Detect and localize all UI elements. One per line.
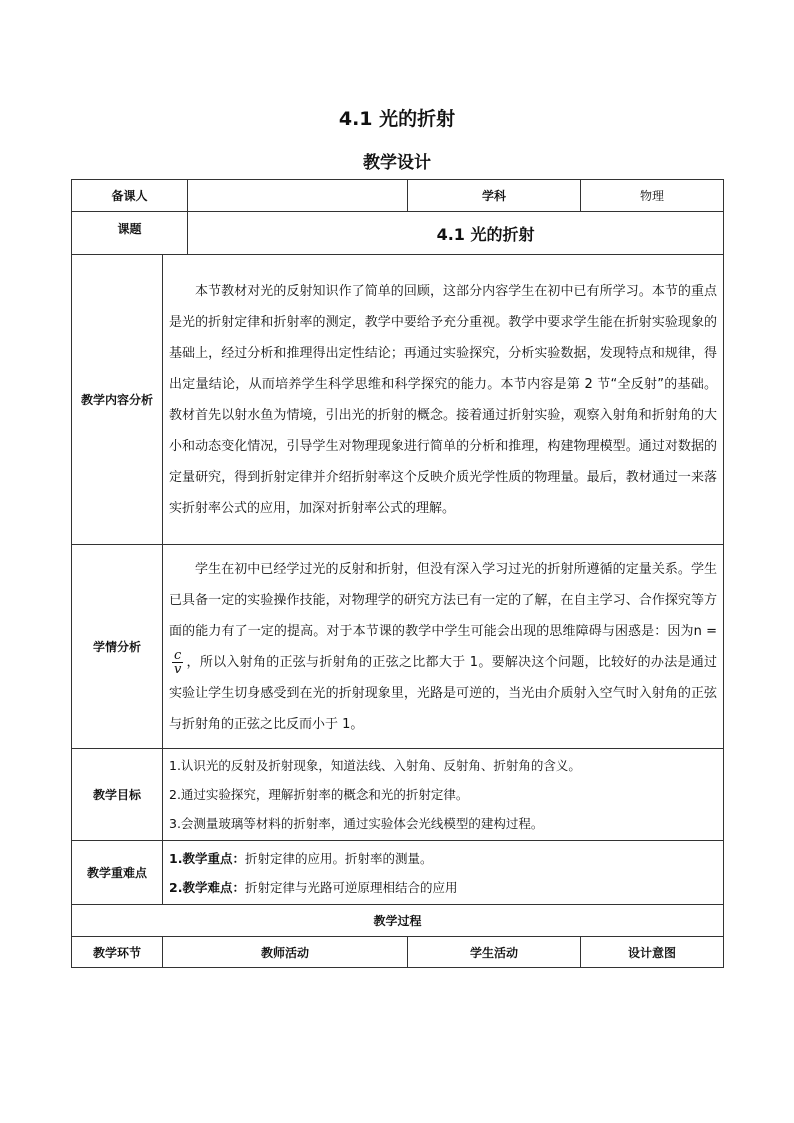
preparer-value: [188, 180, 408, 212]
formula-numerator: c: [174, 647, 182, 663]
process-label: 教学过程: [72, 905, 724, 937]
process-header-intent: 设计意图: [581, 937, 724, 968]
key-point-label: 1.教学重点：: [169, 850, 245, 866]
table-row: [72, 905, 724, 937]
key-points-label: 教学重难点: [72, 841, 163, 905]
subject-value: 物理: [581, 180, 724, 212]
lesson-plan-table: [71, 179, 724, 968]
content-analysis-label: 教学内容分析: [72, 255, 163, 545]
table-row: [72, 212, 724, 255]
formula-lhs: n =: [693, 623, 718, 639]
goals-list: [163, 749, 724, 841]
table-row: [72, 937, 724, 968]
goal-item: 3.会测量玻璃等材料的折射率，通过实验体会光线模型的建构过程。: [169, 816, 544, 831]
topic-value: 4.1 光的折射: [188, 212, 724, 255]
key-point-item: [169, 844, 717, 873]
key-points-content: [163, 841, 724, 905]
topic-label: 课题: [72, 212, 188, 255]
document-title: 4.1 光的折射: [338, 108, 456, 130]
content-analysis-paragraph: 本节教材对光的反射知识作了简单的回顾，这部分内容学生在初中已有所学习。本节的重点是光的折射定律和折射率的测定，教学中要给予充分重视。教学中要求学生能在折射实验现象的基础上，经过分析和推理得出定性结论；再通过实验探究，分析实验数据，发现特点和规律，得出定量结论，从而培养学生科学思维和科学探究的能力。本节内容是第 2 节“全反射”的基础。教材首先以射水鱼为情境，引出光的折射的概念。接着通过折射实验，观察入射角和折射角的大小和动态变化情况，引导学生对物理现象进行简单的分析和推理，构建物理模型。通过对数据的定量研究，得到折射定律并介绍折射率这个反映介质光学性质的物理量。最后，教材通过一来落实折射率公式的应用，加深对折射率公式的理解。: [169, 283, 718, 516]
student-analysis-paragraph-start: 学生在初中已经学过光的反射和折射，但没有深入学习过光的折射所遵循的定量关系。学生已具备一定的实验操作技能，对物理学的研究方法已有一定的了解，在自主学习、合作探究等方面的能力有了一定的提高。对于本节课的教学中学生可能会出现的思维障碍与困惑是：因为: [169, 561, 718, 639]
subject-label: 学科: [408, 180, 581, 212]
table-row: [72, 255, 724, 545]
document-subtitle: 教学设计: [363, 153, 431, 173]
process-header-stage: 教学环节: [72, 937, 163, 968]
formula-denominator: v: [173, 661, 182, 677]
process-header-teacher: 教师活动: [163, 937, 408, 968]
preparer-label: 备课人: [72, 180, 188, 212]
content-analysis-text: [163, 255, 724, 545]
goal-item: 1.认识光的反射及折射现象，知道法线、入射角、反射角、折射角的含义。: [169, 758, 581, 773]
difficulty-text: 折射定律与光路可逆原理相结合的应用: [244, 879, 458, 895]
process-header-student: 学生活动: [408, 937, 581, 968]
formula-fraction: [172, 649, 183, 676]
goal-item: 2.通过实验探究，理解折射率的概念和光的折射定律。: [169, 787, 469, 802]
table-row: [72, 749, 724, 841]
table-row: [72, 841, 724, 905]
student-analysis-text: [163, 545, 724, 749]
difficulty-item: [169, 873, 717, 902]
goals-label: 教学目标: [72, 749, 163, 841]
table-row: [72, 180, 724, 212]
key-point-text: 折射定律的应用。折射率的测量。: [244, 850, 433, 866]
difficulty-label: 2.教学难点：: [169, 879, 245, 895]
student-analysis-label: 学情分析: [72, 545, 163, 749]
table-row: [72, 545, 724, 749]
student-analysis-paragraph-end: ，所以入射角的正弦与折射角的正弦之比都大于 1。要解决这个问题，比较好的办法是通过实验让学生切身感受到在光的折射现象里，光路是可逆的，当光由介质射入空气时入射角的正弦与折射角的正弦之比反而小于 1。: [169, 654, 718, 732]
